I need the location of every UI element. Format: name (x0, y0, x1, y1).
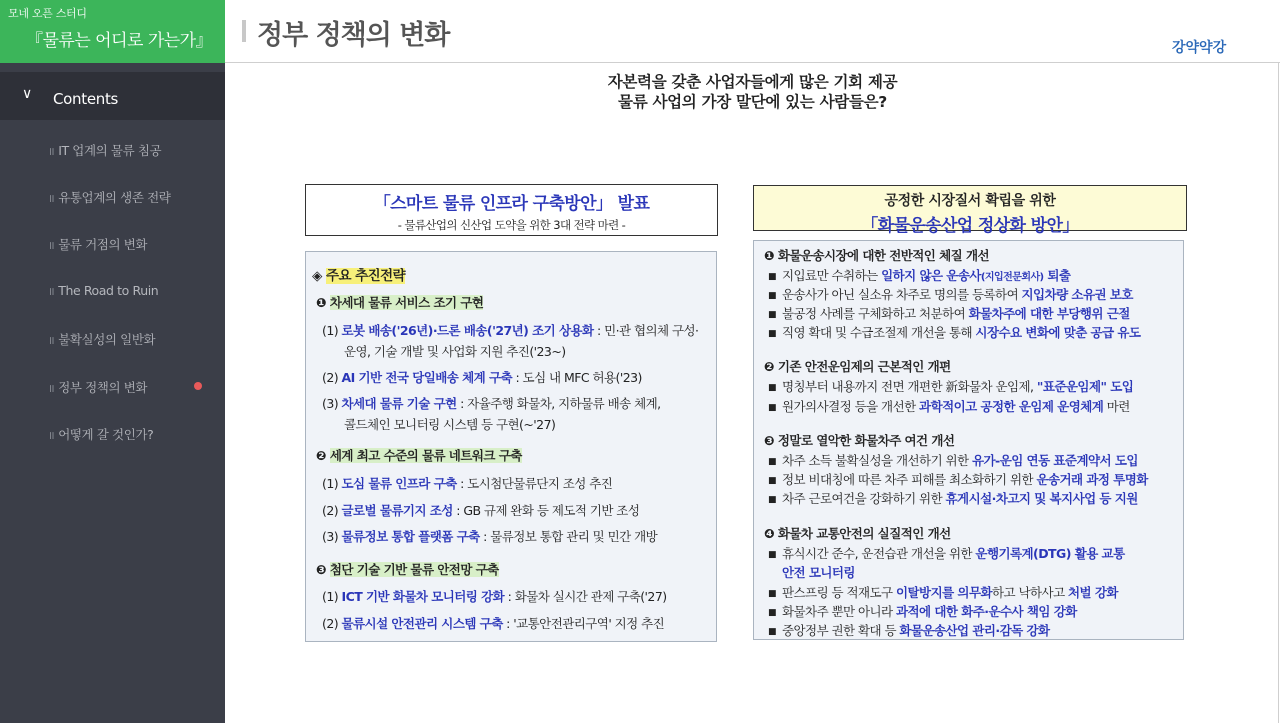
list-item: ■ 불공정 사례를 구체화하고 처분하여 화물차주에 대한 부당행위 근절 (768, 306, 1130, 321)
nav-bar-icon: ॥ (48, 429, 55, 442)
nav-bar-icon: ॥ (48, 285, 55, 298)
list-item-continuation: 운영, 기술 개발 및 사업화 지원 추진('23~) (344, 344, 566, 359)
sidebar (0, 0, 225, 723)
section-3-title: ❸ 정말로 열악한 화물차주 여건 개선 (764, 433, 955, 448)
list-item: (2) 물류시설 안전관리 시스템 구축 : '교통안전관리구역' 지정 추진 (322, 616, 665, 631)
square-bullet-icon: ■ (768, 383, 776, 393)
square-bullet-icon: ■ (768, 550, 776, 560)
list-item: ■ 정보 비대칭에 따른 차주 피해를 최소화하기 위한 운송거래 과정 투명화 (768, 472, 1148, 487)
list-item: ■ 운송사가 아닌 실소유 차주로 명의를 등록하여 지입차량 소유권 보호 (768, 287, 1133, 302)
square-bullet-icon: ■ (768, 272, 776, 282)
brand-subtitle: 모네 오픈 스터디 (8, 7, 87, 20)
circle-number-icon: ❷ (316, 448, 327, 463)
list-item: ■ 직영 확대 및 수급조절제 개선을 통해 시장수요 변화에 맞춘 공급 유도 (768, 325, 1141, 340)
sidebar-item-label: 정부 정책의 변화 (58, 380, 148, 395)
page-title: 정부 정책의 변화 (257, 20, 450, 51)
header-brand: 강약약강 (1172, 40, 1227, 56)
circle-number-icon: ❸ (764, 433, 775, 448)
section-3-title (316, 560, 499, 578)
intro-line-1: 자본력을 갖춘 사업자들에게 많은 기회 제공 (607, 73, 898, 91)
sidebar-item-label: 유통업계의 생존 전략 (58, 190, 171, 205)
right-panel-body (753, 240, 1184, 640)
square-bullet-icon: ■ (768, 403, 776, 413)
circle-number-icon: ❹ (764, 526, 775, 541)
diamond-icon: ◈ (312, 268, 322, 284)
sidebar-item-label: 불확실성의 일반화 (58, 332, 156, 347)
list-item: ■ 지입료만 수취하는 일하지 않은 운송사(지입전문회사) 퇴출 (768, 268, 1071, 283)
section-4-title: ❹ 화물차 교통안전의 실질적인 개선 (764, 526, 951, 541)
list-item: ■ 명칭부터 내용까지 전면 개편한 新화물차 운임제, "표준운임제" 도입 (768, 379, 1134, 394)
square-bullet-icon: ■ (768, 627, 776, 637)
nav-bar-icon: ॥ (48, 192, 55, 205)
sidebar-item-logistics-hub[interactable] (48, 235, 147, 253)
circle-number-icon: ❶ (764, 248, 775, 263)
list-item-continuation: 안전 모니터링 (782, 565, 855, 580)
header-divider (225, 62, 1280, 63)
left-panel-header (305, 184, 718, 236)
nav-bar-icon: ॥ (48, 239, 55, 252)
list-item: ■ 판스프링 등 적재도구 이탈방지를 의무화하고 낙하사고 처벌 강화 (768, 585, 1118, 600)
list-item: (2) 글로벌 물류기지 조성 : GB 규제 완화 등 제도적 기반 조성 (322, 503, 640, 518)
content-border (1278, 62, 1279, 723)
circle-number-icon: ❶ (316, 295, 327, 310)
sidebar-item-policy[interactable] (48, 378, 147, 396)
list-item: ■ 차주 근로여건을 강화하기 위한 휴게시설·차고지 및 복지사업 등 지원 (768, 491, 1138, 506)
list-item: (1) 로봇 배송('26년)·드론 배송('27년) 조기 상용화 : 민·관 협의체 구성· (322, 323, 699, 338)
right-panel-header (753, 185, 1187, 236)
sidebar-brand[interactable] (0, 0, 225, 63)
sidebar-item-road-to-ruin[interactable] (48, 283, 158, 299)
sidebar-item-retail-strategy[interactable] (48, 188, 170, 206)
square-bullet-icon: ■ (768, 589, 776, 599)
section-2-title: ❷ 기존 안전운임제의 근본적인 개편 (764, 359, 951, 374)
title-marker (242, 20, 246, 42)
square-bullet-icon: ■ (768, 310, 776, 320)
section-2-label: 세계 최고 수준의 물류 네트워크 구축 (329, 448, 522, 463)
list-item: ■ 중앙정부 권한 확대 등 화물운송산업 관리·감독 강화 (768, 623, 1050, 638)
list-item: (1) 도심 물류 인프라 구축 : 도시첨단물류단지 조성 추진 (322, 476, 613, 491)
section-1-label: 차세대 물류 서비스 조기 구현 (329, 295, 484, 310)
sidebar-item-label: 어떻게 갈 것인가? (58, 427, 154, 442)
square-bullet-icon: ■ (768, 495, 776, 505)
sidebar-item-label: IT 업계의 물류 침공 (58, 143, 162, 158)
square-bullet-icon: ■ (768, 608, 776, 618)
section-1-title: ❶ 화물운송시장에 대한 전반적인 체질 개선 (764, 248, 989, 263)
list-item: (2) AI 기반 전국 당일배송 체계 구축 : 도심 내 MFC 허용('23) (322, 370, 642, 385)
brand-title: 『물류는 어디로 가는가』 (26, 31, 213, 51)
list-item: (3) 차세대 물류 기술 구현 : 자율주행 화물차, 지하물류 배송 체계, (322, 396, 661, 411)
section-1-title (316, 293, 483, 311)
list-item: ■ 차주 소득 불확실성을 개선하기 위한 유가-운임 연동 표준계약서 도입 (768, 453, 1138, 468)
intro-line-2: 물류 사업의 가장 말단에 있는 사람들은? (618, 93, 887, 111)
chevron-down-icon: ∨ (22, 86, 33, 102)
right-panel-title-line-2: 「화물운송산업 정상화 방안」 (861, 216, 1079, 236)
circle-number-icon: ❸ (316, 562, 327, 577)
list-item: ■ 휴식시간 준수, 운전습관 개선을 위한 운행기록계(DTG) 활용 교통 (768, 546, 1125, 561)
left-panel-subtitle: - 물류산업의 신산업 도약을 위한 3대 전략 마련 - (397, 218, 626, 232)
sidebar-item-uncertainty[interactable] (48, 330, 155, 348)
contents-toggle[interactable] (0, 72, 225, 120)
sidebar-item-it-logistics[interactable] (48, 141, 161, 159)
current-item-indicator (194, 382, 202, 390)
left-panel-title: 「스마트 물류 인프라 구축방안」 발표 (373, 194, 650, 214)
list-item: ■ 원가의사결정 등을 개선한 과학적이고 공정한 운임제 운영체계 마련 (768, 399, 1130, 414)
section-2-title (316, 446, 522, 464)
intro-text (500, 72, 1005, 112)
nav-bar-icon: ॥ (48, 334, 55, 347)
circle-number-icon: ❷ (764, 359, 775, 374)
right-panel-title-line-1: 공정한 시장질서 확립을 위한 (884, 193, 1056, 209)
square-bullet-icon: ■ (768, 329, 776, 339)
square-bullet-icon: ■ (768, 457, 776, 467)
strategy-heading-label: 주요 추진전략 (326, 268, 406, 284)
contents-label: Contents (53, 90, 119, 108)
strategy-heading (312, 264, 405, 284)
sidebar-item-how-to-go[interactable] (48, 425, 153, 443)
section-3-label: 첨단 기술 기반 물류 안전망 구축 (329, 562, 499, 577)
left-panel-body (305, 251, 717, 642)
sidebar-item-label: The Road to Ruin (58, 283, 159, 298)
square-bullet-icon: ■ (768, 291, 776, 301)
sidebar-item-label: 물류 거점의 변화 (58, 237, 148, 252)
nav-bar-icon: ॥ (48, 382, 55, 395)
nav-bar-icon: ॥ (48, 145, 55, 158)
square-bullet-icon: ■ (768, 476, 776, 486)
list-item: (1) ICT 기반 화물차 모니터링 강화 : 화물차 실시간 관제 구축('27) (322, 589, 667, 604)
list-item-continuation: 콜드체인 모니터링 시스템 등 구현(~'27) (344, 417, 556, 432)
list-item: (3) 물류정보 통합 플랫폼 구축 : 물류정보 통합 관리 및 민간 개방 (322, 529, 658, 544)
list-item: ■ 화물차주 뿐만 아니라 과적에 대한 화주·운수사 책임 강화 (768, 604, 1077, 619)
